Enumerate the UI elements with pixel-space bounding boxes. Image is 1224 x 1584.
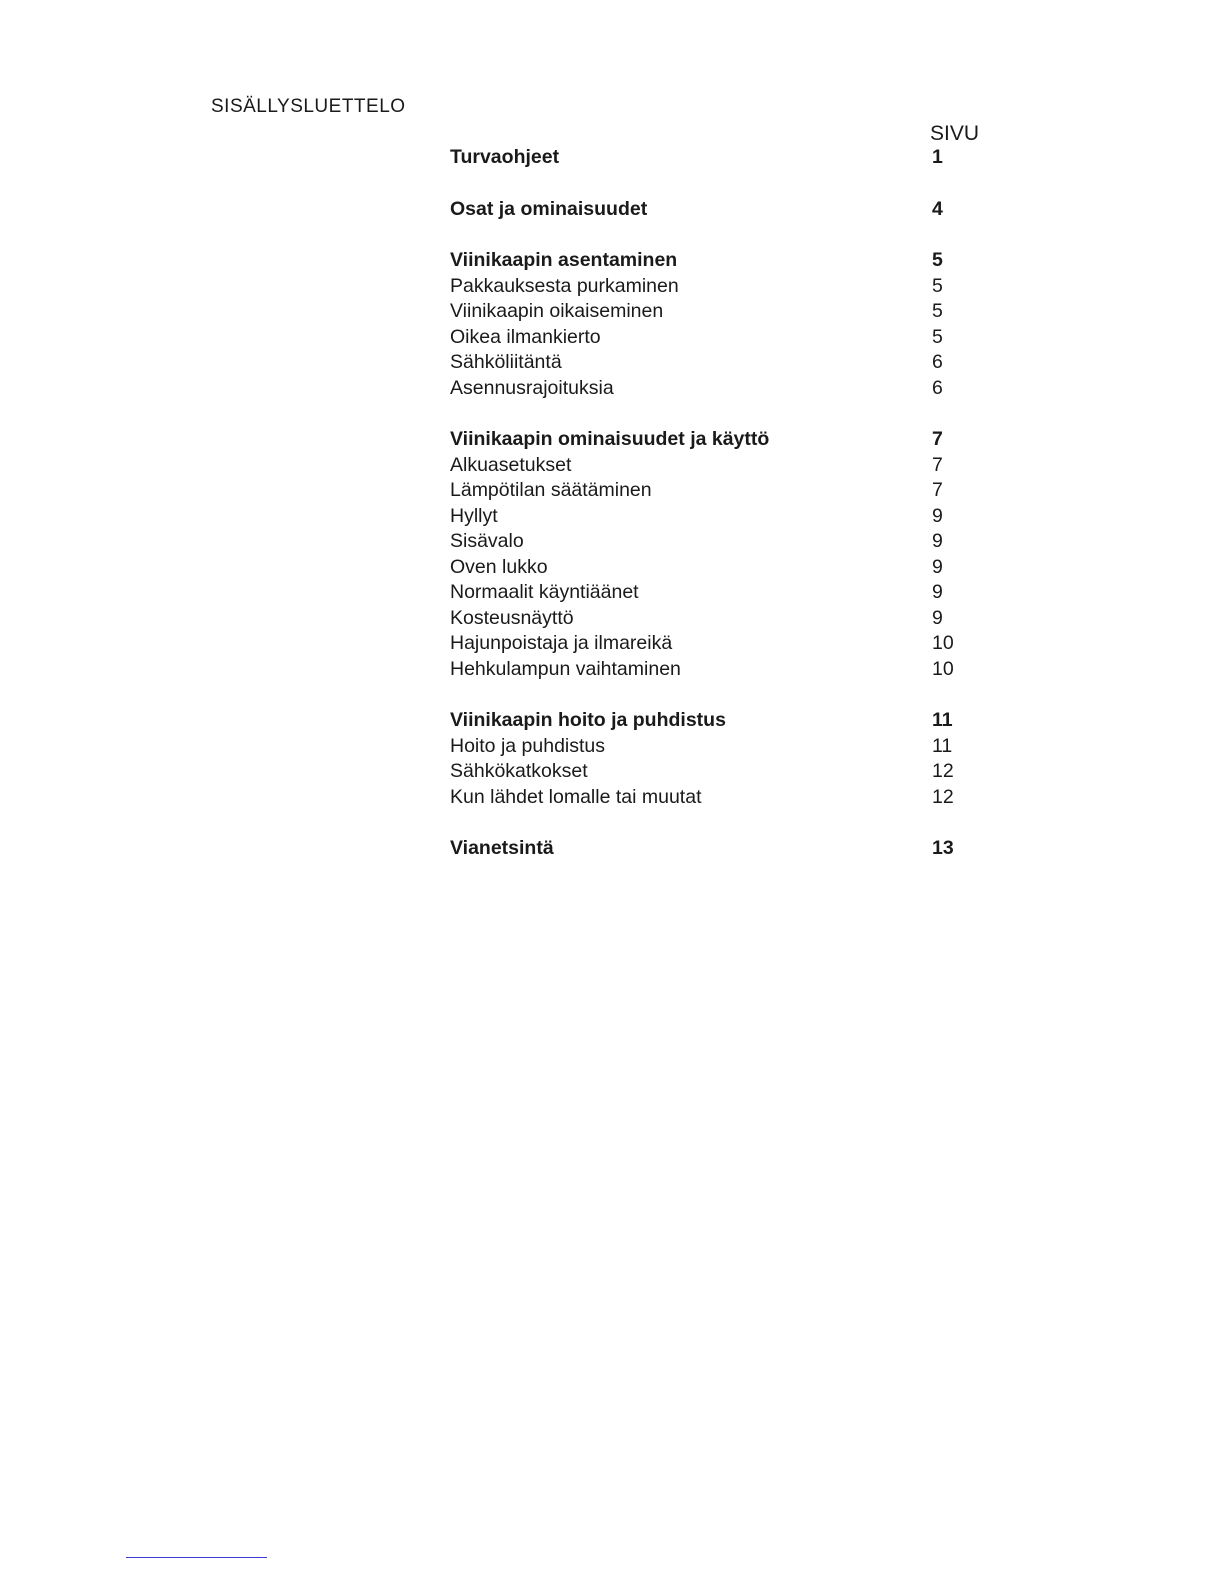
toc-page-number: 10 [932, 657, 954, 680]
toc-section-heading[interactable] [450, 427, 970, 453]
toc-entry-label: Lämpötilan säätäminen [450, 479, 652, 501]
toc-entry[interactable] [450, 299, 970, 325]
toc-section-heading[interactable] [450, 197, 970, 223]
toc-heading-label: Turvaohjeet [450, 146, 560, 168]
toc-entry[interactable] [450, 606, 970, 632]
toc-entry-label: Hoito ja puhdistus [450, 734, 606, 757]
toc-entry[interactable] [450, 478, 970, 504]
toc-entry[interactable] [450, 555, 970, 581]
toc-heading-label: Viinikaapin asentaminen [450, 249, 678, 271]
toc-entry-label: Kun lähdet lomalle tai muutat [450, 785, 702, 808]
toc-entry[interactable] [450, 785, 970, 811]
toc-heading-label: Vianetsintä [450, 837, 554, 859]
toc-entry-label: Asennusrajoituksia [450, 376, 614, 399]
toc-page-number: 5 [932, 249, 943, 271]
toc-page-number: 12 [932, 785, 954, 808]
toc-page-number: 9 [932, 606, 943, 629]
toc-entry[interactable] [450, 734, 970, 760]
toc-entry-label: Viinikaapin oikaiseminen [450, 300, 664, 322]
footnote-divider [126, 1557, 267, 1558]
toc-page-number: 9 [932, 530, 943, 552]
toc-section [450, 248, 970, 401]
page-column-header: SIVU [930, 122, 980, 145]
toc-page-number: 10 [932, 632, 954, 654]
toc-page-number: 7 [932, 428, 943, 450]
toc-page-number: 7 [932, 453, 943, 476]
toc-entry-label: Hajunpoistaja ja ilmareikä [450, 632, 673, 654]
toc-page-number: 5 [932, 274, 943, 297]
toc-page-number: 9 [932, 504, 943, 527]
toc-entry-label: Sähkökatkokset [450, 760, 588, 782]
toc-section-heading[interactable] [450, 248, 970, 274]
toc-page-number: 9 [932, 555, 943, 578]
toc-page-number: 5 [932, 325, 943, 348]
toc-entry[interactable] [450, 453, 970, 479]
toc-entry-label: Sisävalo [450, 530, 524, 552]
toc-section-heading[interactable] [450, 145, 970, 171]
toc-page-number: 11 [932, 709, 953, 731]
toc-entry-label: Kosteusnäyttö [450, 606, 574, 629]
toc-page-number: 5 [932, 300, 943, 322]
toc-entry-label: Oikea ilmankierto [450, 325, 601, 348]
toc-section [450, 145, 970, 171]
toc-entry-label: Oven lukko [450, 555, 548, 578]
toc-entry[interactable] [450, 504, 970, 530]
toc-page-number: 13 [932, 837, 954, 859]
toc-section-heading[interactable] [450, 836, 970, 862]
toc-page-number: 4 [932, 197, 943, 220]
toc-entry-label: Normaalit käyntiäänet [450, 581, 639, 603]
toc-entry[interactable] [450, 759, 970, 785]
toc-entry[interactable] [450, 350, 970, 376]
toc-page-number: 6 [932, 351, 943, 373]
toc-section-heading[interactable] [450, 708, 970, 734]
toc-entry[interactable] [450, 325, 970, 351]
toc-page-number: 6 [932, 376, 943, 399]
toc-entry-label: Sähköliitäntä [450, 351, 562, 373]
toc-page-number: 1 [932, 146, 943, 168]
toc-heading-label: Viinikaapin hoito ja puhdistus [450, 709, 726, 731]
toc-entry[interactable] [450, 580, 970, 606]
page-title: SISÄLLYSLUETTELO [211, 96, 406, 117]
toc-entry-label: Pakkauksesta purkaminen [450, 274, 679, 297]
toc-entry-label: Hehkulampun vaihtaminen [450, 657, 681, 680]
toc-page-number: 7 [932, 479, 943, 501]
toc-section [450, 708, 970, 810]
toc-heading-label: Viinikaapin ominaisuudet ja käyttö [450, 428, 770, 450]
toc-entry[interactable] [450, 274, 970, 300]
toc-heading-label: Osat ja ominaisuudet [450, 197, 648, 220]
toc-section [450, 197, 970, 223]
toc-page-number: 11 [932, 734, 953, 757]
toc-entry-label: Alkuasetukset [450, 453, 572, 476]
toc-entry[interactable] [450, 657, 970, 683]
toc-page-number: 12 [932, 760, 954, 782]
toc-section [450, 836, 970, 862]
toc-entry[interactable] [450, 376, 970, 402]
toc-entry[interactable] [450, 631, 970, 657]
table-of-contents [450, 145, 970, 888]
toc-entry[interactable] [450, 529, 970, 555]
toc-entry-label: Hyllyt [450, 504, 498, 527]
toc-section [450, 427, 970, 682]
toc-page-number: 9 [932, 581, 943, 603]
